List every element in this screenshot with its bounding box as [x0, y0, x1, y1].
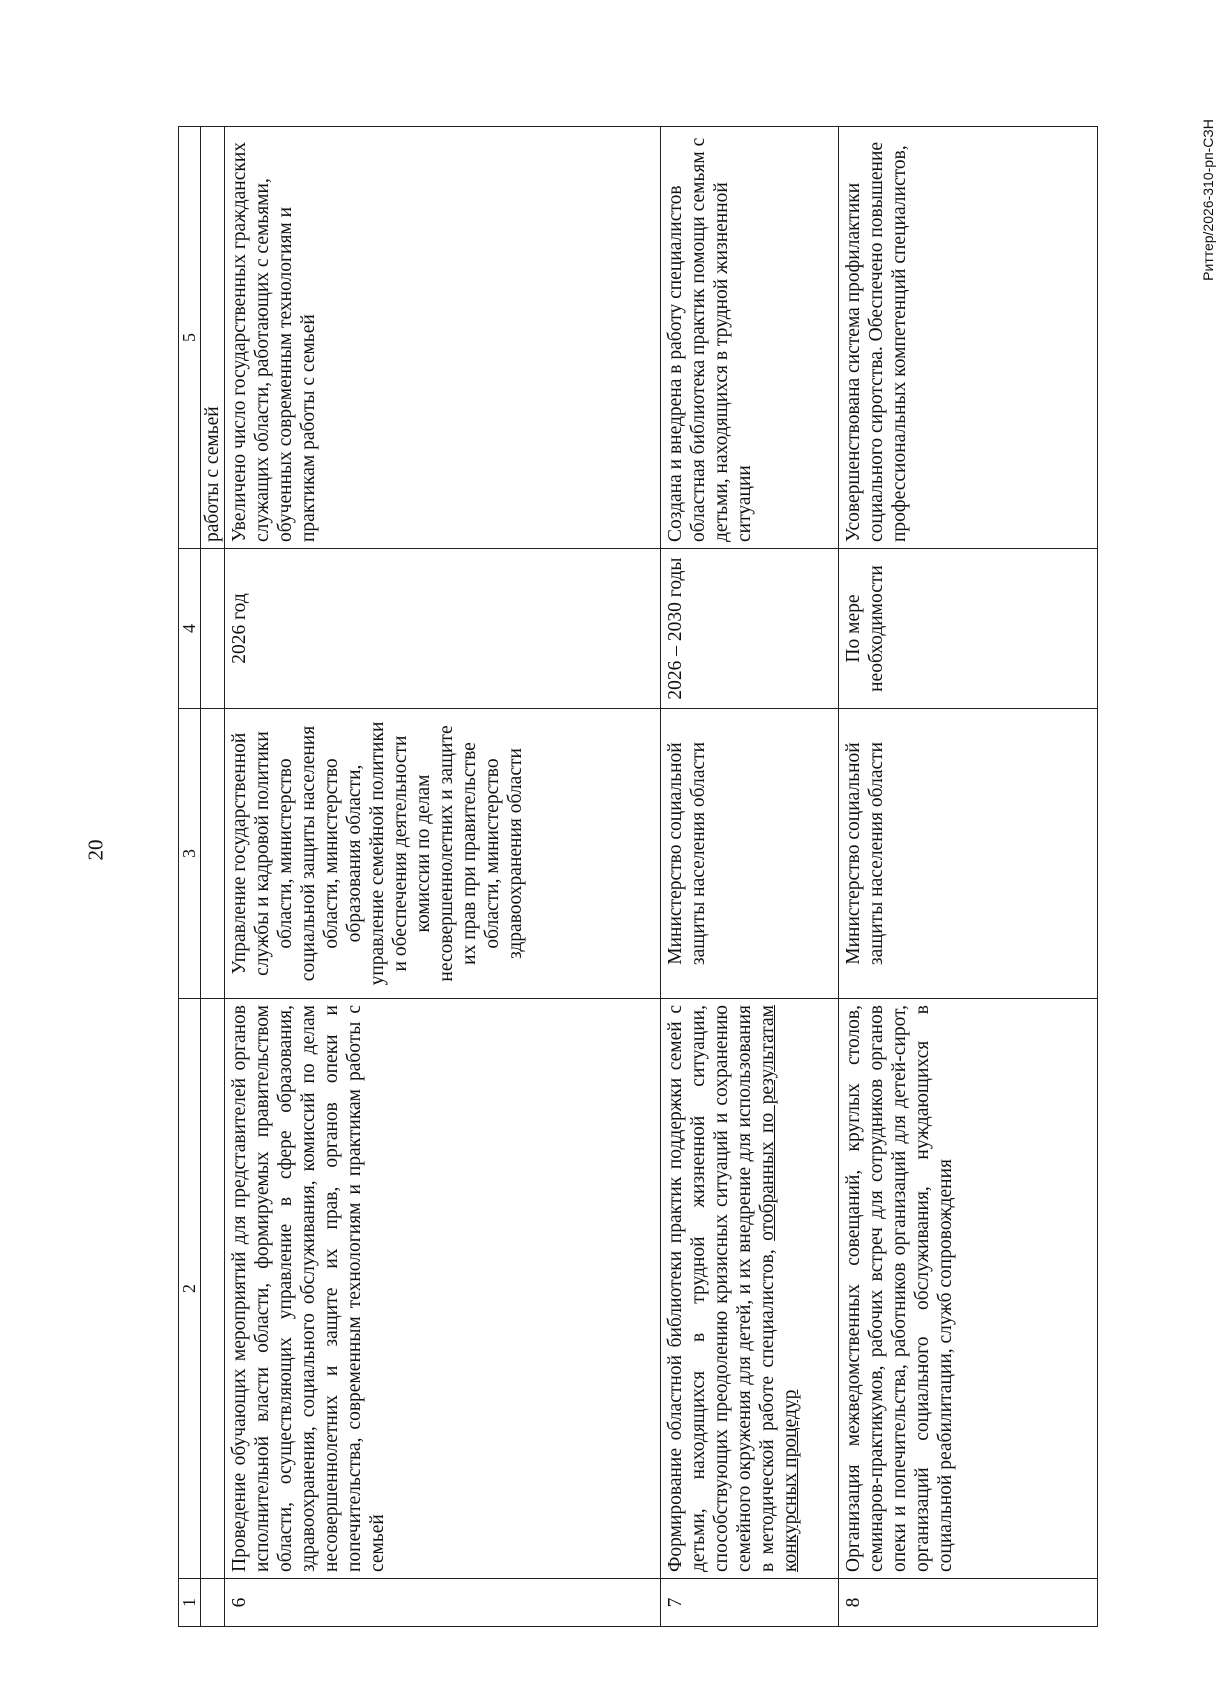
row-number: 8 [839, 1579, 1098, 1627]
page-number: 20 [83, 839, 108, 861]
column-header-1: 1 [179, 1579, 201, 1627]
row-responsible: Министерство социальной защиты населения области [661, 709, 839, 999]
column-header-4: 4 [179, 549, 201, 709]
continued-cell-3 [201, 709, 225, 999]
column-header-2: 2 [179, 999, 201, 1579]
row-term: По мере необходимости [839, 549, 1098, 709]
row-number: 7 [661, 1579, 839, 1627]
row-activity [661, 999, 839, 1579]
column-header-5: 5 [179, 127, 201, 549]
row-result: Усовершенствована система профилактики социального сиротства. Обеспечено повышение профессиональных компетенций специалистов, [839, 127, 1098, 549]
row-number: 6 [225, 1579, 661, 1627]
row-activity-underlined: отобранных по результатам конкурсных процедур [757, 1005, 802, 1572]
row-activity: Проведение обучающих мероприятий для представителей органов исполнительной власти области, формируемых правительством области, осуществляющих управление в сфере образования, здравоохранения, социального обслуживания, комиссий по делам несовершеннолетних и защите их прав, органов опеки и попечительства, современным технологиям и практикам работы с семьей [225, 999, 661, 1579]
table-row [225, 127, 661, 1627]
row-result: Создана и внедрена в работу специалистов областная библиотека практик помощи семьям с детьми, находящихся в трудной жизненной ситуации [661, 127, 839, 549]
continued-cell-2 [201, 999, 225, 1579]
column-header-3: 3 [179, 709, 201, 999]
row-responsible: Управление государственной службы и кадровой политики области, министерство социальной защиты населения области, министерство образования области, управление семейной политики и обеспечения деятельности комиссии по делам несовершеннолетних и защите их прав при правительстве области, министерство здравоохранения области [225, 709, 661, 999]
plan-table [178, 126, 1098, 1627]
row-responsible: Министерство социальной защиты населения области [839, 709, 1098, 999]
document-code: Риттер/2026-310-рп-СЗН [1200, 119, 1216, 281]
table-header-row [179, 127, 201, 1627]
continued-cell-5: работы с семьей [201, 127, 225, 549]
row-term: 2026 – 2030 годы [661, 549, 839, 709]
row-activity-text: Формирование областной библиотеки практик поддержки семей с детьми, находящихся в трудной жизненной ситуации, способствующих преодолению кризисных ситуаций и сохранению семейного окружения для детей, и их внедрение для использования в методической работе специалистов, [665, 1005, 779, 1572]
table-rotator [178, 127, 1098, 1627]
continued-cell-4 [201, 549, 225, 709]
continued-row [201, 127, 225, 1627]
table-row [661, 127, 839, 1627]
row-term: 2026 год [225, 549, 661, 709]
continued-cell-1 [201, 1579, 225, 1627]
table-row [839, 127, 1098, 1627]
row-activity: Организация межведомственных совещаний, круглых столов, семинаров-практикумов, рабочих встреч для сотрудников органов опеки и попечительства, работников организаций для детей-сирот, организаций социального обслуживания, нуждающихся в социальной реабилитации, служб сопровождения [839, 999, 1098, 1579]
row-result: Увеличено число государственных гражданских служащих области, работающих с семьями, обученных современным технологиям и практикам работы с семьей [225, 127, 661, 549]
